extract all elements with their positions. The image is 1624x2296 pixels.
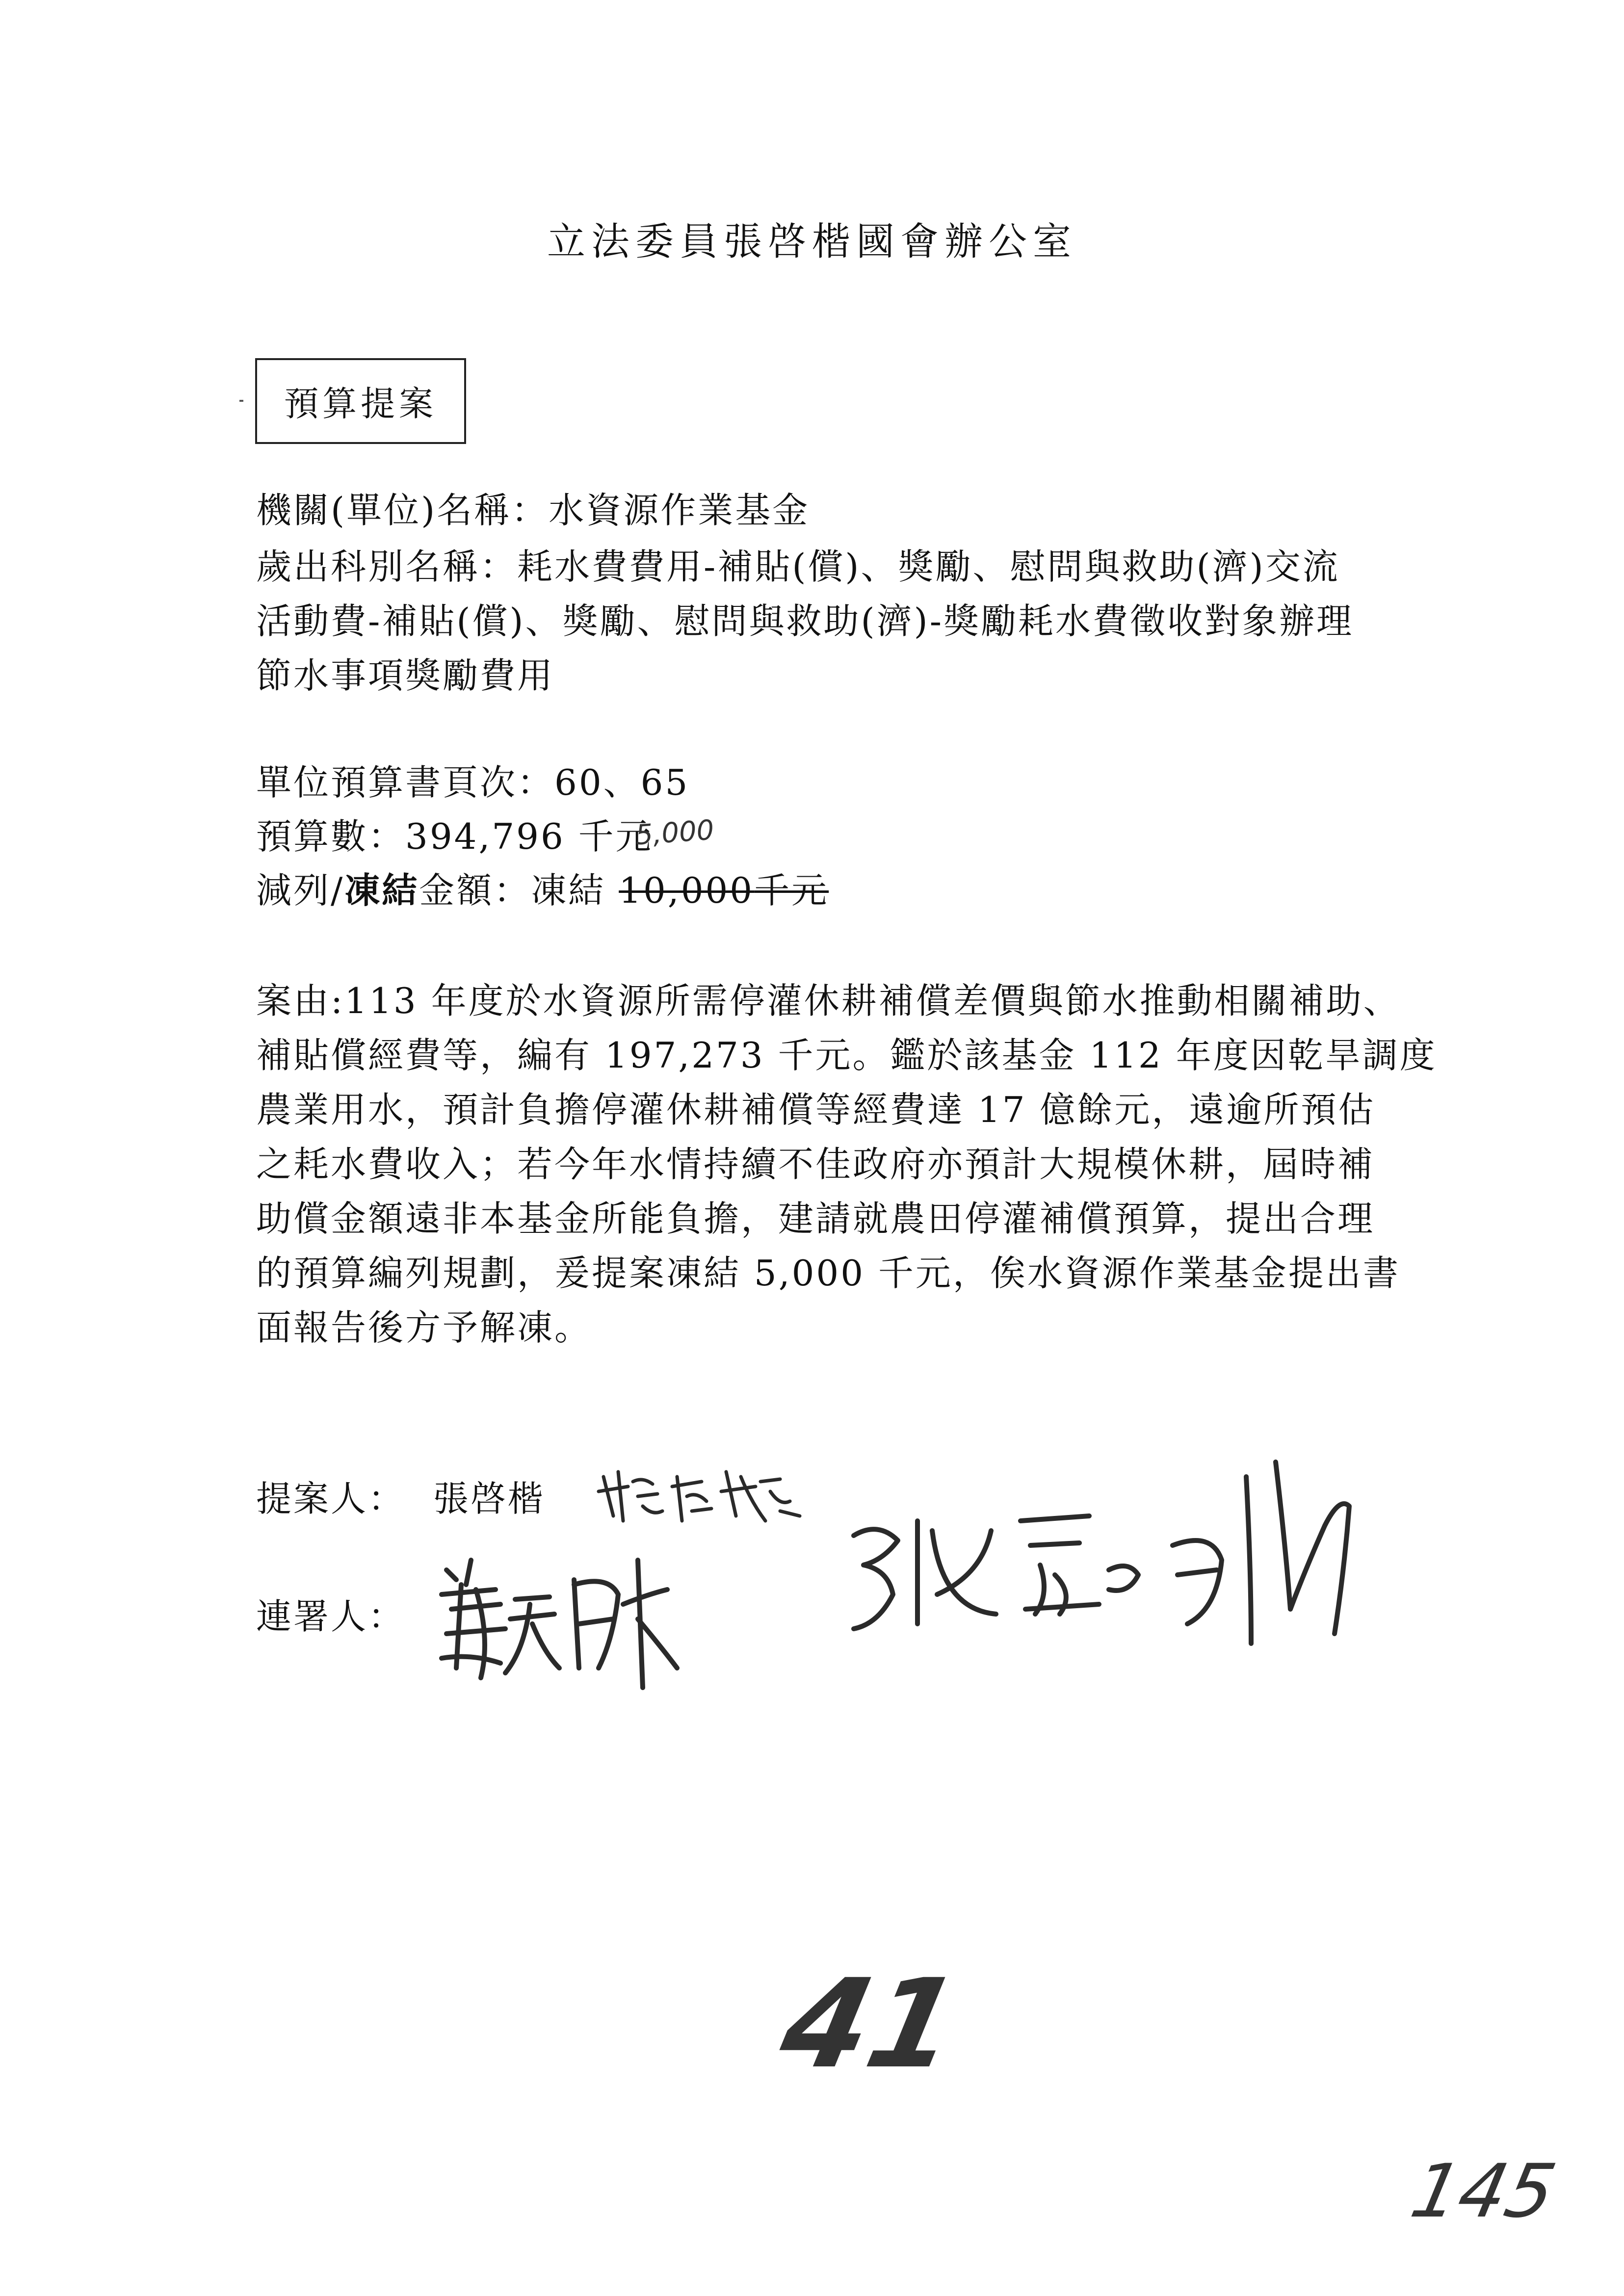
proposal-type-label: 預算提案 [284,384,437,424]
pages-label: 單位預算書頁次： [256,762,555,803]
reason-line-5: 助償金額遠非本基金所能負擔，建請就農田停灌補償預算，提出合理 [256,1198,1375,1239]
handwritten-correction: 5,000 [634,814,715,852]
page-number: 145 [1404,2149,1563,2234]
reason-line-2: 補貼償經費等，編有 197,273 千元。鑑於該基金 112 年度因乾旱調度 [256,1035,1437,1076]
reduce-bold: 凍結 [344,869,419,911]
reduce-line [256,863,829,917]
budget-line [256,809,653,863]
proposer-label: 提案人： [256,1478,406,1519]
budget-label: 預算數： [256,816,406,857]
reason-line-7: 面報告後方予解凍。 [256,1307,592,1348]
reason-line-3: 農業用水，預計負擔停灌休耕補償等經費達 17 億餘元，遠逾所預估 [256,1089,1376,1130]
agency-value: 水資源作業基金 [549,490,810,531]
item-line-1: 歲出科別名稱：耗水費費用-補貼(償)、獎勵、慰問與救助(濟)交流 [256,546,1340,587]
cosigner-label: 連署人： [256,1596,406,1637]
agency-label: 機關(單位)名稱： [256,490,549,531]
proposal-type-box [255,358,466,444]
reduce-prefix: 減列/ [256,870,345,911]
item-line-3: 節水事項獎勵費用 [256,655,555,696]
agency-line [256,483,810,537]
handwritten-page-mark: 41 [770,1953,971,2095]
reason-line-1: 案由:113 年度於水資源所需停灌休耕補償差價與節水推動相關補助、 [256,980,1401,1021]
office-title: 立法委員張啓楷國會辦公室 [547,220,1077,264]
cosigner-signature-2 [834,1447,1374,1683]
pages-value: 60、65 [554,762,690,803]
scan-speck [239,400,243,402]
reason-line-6: 的預算編列規劃，爰提案凍結 5,000 千元，俟水資源作業基金提出書 [256,1252,1400,1294]
reduce-suffix: 金額：凍結 [419,870,606,911]
proposer-name: 張啓楷 [433,1478,545,1519]
pages-line [256,756,689,809]
budget-value: 394,796 千元 [405,816,653,857]
reduce-struck-amount: 10,000 [619,870,755,911]
reduce-unit: 千元 [754,870,829,911]
proposer-line [256,1472,545,1526]
reason-line-4: 之耗水費收入；若今年水情持續不佳政府亦預計大規模休耕，屆時補 [256,1144,1375,1185]
proposer-signature [594,1457,819,1531]
item-line-2: 活動費-補貼(償)、獎勵、慰問與救助(濟)-獎勵耗水費徵收對象辦理 [256,600,1354,642]
cosigner-signature-1 [432,1540,707,1697]
